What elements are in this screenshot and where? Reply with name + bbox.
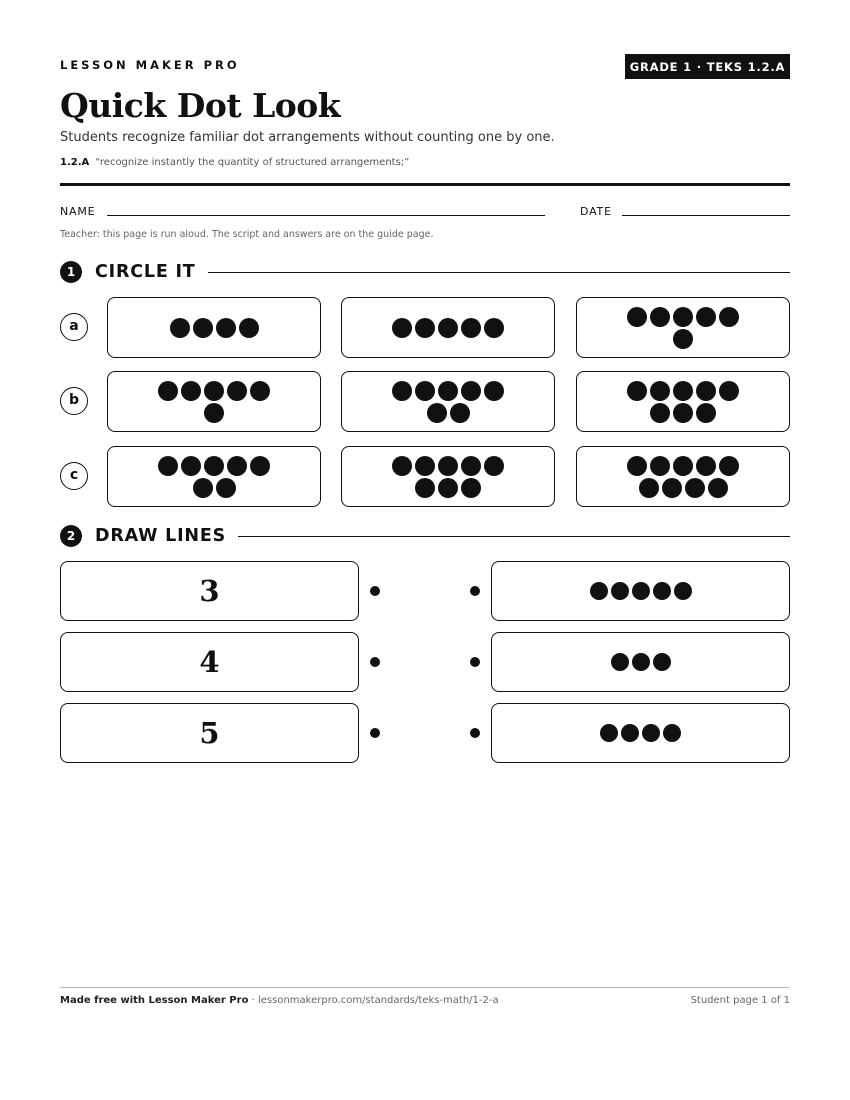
dot (193, 478, 213, 498)
dot (650, 403, 670, 423)
dot (632, 653, 650, 671)
dot (627, 456, 647, 476)
dot-card-b-2[interactable] (341, 371, 555, 432)
dot-row (627, 381, 739, 401)
dot (673, 329, 693, 349)
number-box-3: 3 (60, 561, 359, 621)
dot-row (639, 478, 728, 498)
dot (250, 456, 270, 476)
left-connector-dot[interactable] (370, 728, 380, 738)
name-field[interactable] (107, 215, 545, 216)
page-title: Quick Dot Look (60, 86, 341, 125)
dot (639, 478, 659, 498)
dot-row (392, 456, 504, 476)
dot (204, 381, 224, 401)
dot (170, 318, 190, 338)
dot (708, 478, 728, 498)
dot-row (415, 478, 481, 498)
dot (181, 381, 201, 401)
dot (461, 381, 481, 401)
section-title: CIRCLE IT (95, 262, 196, 282)
footer-credit (60, 995, 499, 1006)
dot-row (158, 456, 270, 476)
dot-card-a-1[interactable] (107, 297, 321, 358)
dot (204, 403, 224, 423)
dot-row (590, 582, 692, 600)
dot (216, 318, 236, 338)
date-field[interactable] (622, 215, 790, 216)
dot-card-b-1[interactable] (107, 371, 321, 432)
dot (427, 403, 447, 423)
brand-name: LESSON MAKER PRO (60, 58, 240, 72)
standard-code: 1.2.A (60, 157, 90, 168)
section-circle-it-header (60, 261, 790, 283)
dot (696, 456, 716, 476)
section-number: 1 (60, 261, 82, 283)
dot (415, 478, 435, 498)
dot (653, 582, 671, 600)
row-letter-b: b (60, 387, 88, 415)
dot (653, 653, 671, 671)
dot (611, 582, 629, 600)
dot-group-box-1 (491, 561, 790, 621)
dot (484, 381, 504, 401)
dot (696, 381, 716, 401)
dot-card-b-3[interactable] (576, 371, 790, 432)
dot (673, 456, 693, 476)
dot (415, 318, 435, 338)
dot (650, 381, 670, 401)
dot-group-box-2 (491, 632, 790, 692)
dot (650, 307, 670, 327)
dot-row (193, 478, 236, 498)
dot (632, 582, 650, 600)
dot (193, 318, 213, 338)
dot (216, 478, 236, 498)
header-divider (60, 183, 790, 186)
dot (227, 381, 247, 401)
dot-card-c-1[interactable] (107, 446, 321, 507)
dot-row (600, 724, 681, 742)
dot (450, 403, 470, 423)
dot-row (427, 403, 470, 423)
dot (719, 381, 739, 401)
dot (627, 381, 647, 401)
section-rule (238, 536, 790, 537)
dot (719, 456, 739, 476)
dot (685, 478, 705, 498)
dot (673, 381, 693, 401)
dot (600, 724, 618, 742)
dot (392, 456, 412, 476)
right-connector-dot[interactable] (470, 657, 480, 667)
dot-card-a-2[interactable] (341, 297, 555, 358)
dot (392, 381, 412, 401)
dot-card-a-3[interactable] (576, 297, 790, 358)
dot-group-box-3 (491, 703, 790, 763)
dot (204, 456, 224, 476)
dot (611, 653, 629, 671)
number-box-4: 4 (60, 632, 359, 692)
dot (438, 478, 458, 498)
section-draw-lines-header (60, 525, 790, 547)
row-letter-a: a (60, 313, 88, 341)
name-label: NAME (60, 205, 96, 218)
dot (590, 582, 608, 600)
dot (415, 456, 435, 476)
footer-made-with: Made free with Lesson Maker Pro (60, 995, 249, 1006)
dot (621, 724, 639, 742)
dot (392, 318, 412, 338)
standard-line (60, 157, 409, 168)
dot (438, 456, 458, 476)
dot (461, 456, 481, 476)
left-connector-dot[interactable] (370, 657, 380, 667)
dot (227, 456, 247, 476)
dot (484, 456, 504, 476)
dot-row (392, 381, 504, 401)
dot (627, 307, 647, 327)
footer-url[interactable]: · lessonmakerpro.com/standards/teks-math/1-2-a (248, 995, 499, 1006)
number-box-5: 5 (60, 703, 359, 763)
dot (674, 582, 692, 600)
standard-text: “recognize instantly the quantity of structured arrangements;” (95, 157, 410, 168)
dot-row (392, 318, 504, 338)
dot-row (204, 403, 224, 423)
dot-row (627, 456, 739, 476)
section-title: DRAW LINES (95, 526, 227, 546)
dot (181, 456, 201, 476)
dot-row (611, 653, 671, 671)
right-connector-dot[interactable] (470, 586, 480, 596)
dot-row (673, 329, 693, 349)
page-subtitle: Students recognize familiar dot arrangements without counting one by one. (60, 130, 555, 145)
footer-page-info: Student page 1 of 1 (690, 995, 790, 1006)
dot (239, 318, 259, 338)
dot (663, 724, 681, 742)
date-label: DATE (580, 205, 612, 218)
dot-card-c-2[interactable] (341, 446, 555, 507)
teacher-note: Teacher: this page is run aloud. The script and answers are on the guide page. (60, 229, 434, 240)
grade-badge: GRADE 1 · TEKS 1.2.A (625, 54, 790, 79)
right-connector-dot[interactable] (470, 728, 480, 738)
dot (696, 403, 716, 423)
dot (461, 478, 481, 498)
dot (158, 381, 178, 401)
dot (158, 456, 178, 476)
dot-row (170, 318, 259, 338)
dot (642, 724, 660, 742)
dot-row (627, 307, 739, 327)
dot (438, 381, 458, 401)
dot (461, 318, 481, 338)
footer-divider (60, 987, 790, 988)
dot (673, 403, 693, 423)
dot (650, 456, 670, 476)
dot (719, 307, 739, 327)
dot-card-c-3[interactable] (576, 446, 790, 507)
row-letter-c: c (60, 462, 88, 490)
section-rule (208, 272, 790, 273)
dot-row (158, 381, 270, 401)
dot (696, 307, 716, 327)
dot (415, 381, 435, 401)
section-number: 2 (60, 525, 82, 547)
dot (673, 307, 693, 327)
dot (438, 318, 458, 338)
dot (250, 381, 270, 401)
dot (662, 478, 682, 498)
dot (484, 318, 504, 338)
dot-row (650, 403, 716, 423)
left-connector-dot[interactable] (370, 586, 380, 596)
